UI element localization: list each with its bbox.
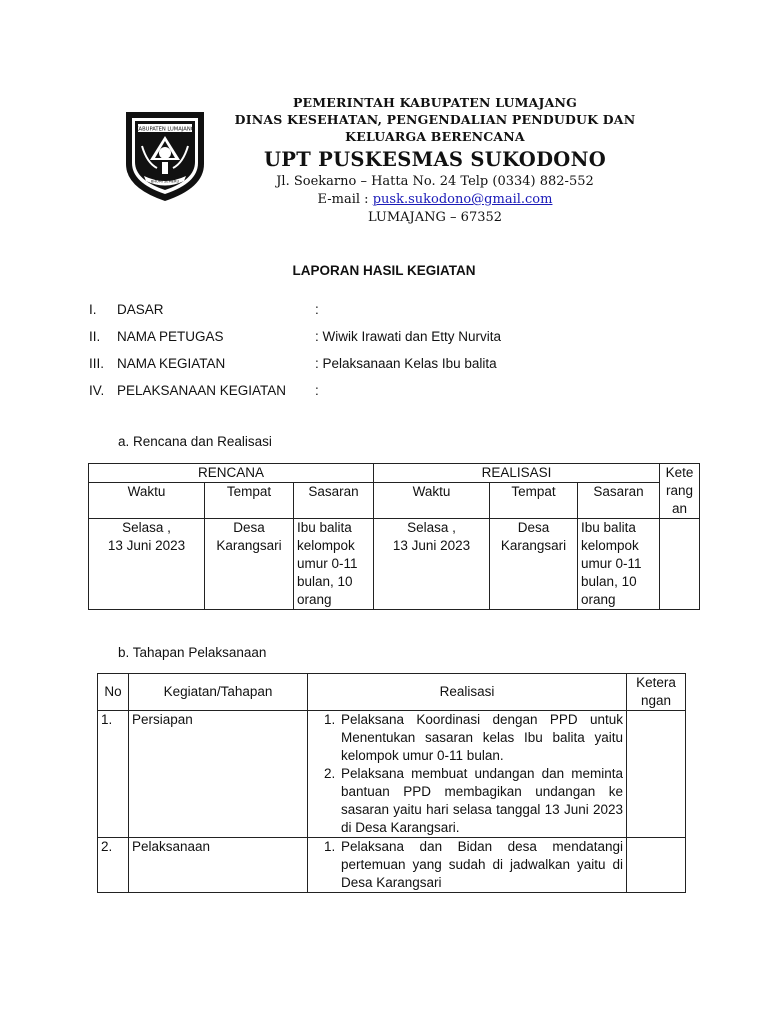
list-item: 1. Pelaksana dan Bidan desa mendatangi pertemuan yang sudah di jadwalkan yaitu di Desa Karangsari xyxy=(339,838,623,892)
header-realisasi: Realisasi xyxy=(308,674,627,711)
item-value: : Wiwik Irawati dan Etty Nurvita xyxy=(315,329,502,344)
rencana-sasaran: Ibu balita kelompok umur 0-11 bulan, 10 orang xyxy=(294,519,374,610)
item-label: DASAR xyxy=(117,302,164,317)
row-kegiatan: Pelaksanaan xyxy=(129,838,308,893)
letterhead-address: Jl. Soekarno – Hatta No. 24 Telp (0334) 882-552 xyxy=(276,174,594,189)
letterhead-city: LUMAJANG – 67352 xyxy=(367,210,503,225)
item-label: NAMA KEGIATAN xyxy=(117,356,226,371)
header-rencana: RENCANA xyxy=(89,464,374,483)
row-realisasi xyxy=(308,711,627,838)
header-keterangan xyxy=(660,464,700,519)
letterhead-line-1: PEMERINTAH KABUPATEN LUMAJANG xyxy=(292,95,578,110)
letterhead-title: UPT PUSKESMAS SUKODONO xyxy=(263,148,606,171)
header-sasaran: Sasaran xyxy=(578,483,660,519)
header-realisasi: REALISASI xyxy=(374,464,660,483)
item-value: : xyxy=(315,383,319,398)
header-tempat: Tempat xyxy=(205,483,294,519)
item-number: I. xyxy=(89,302,97,317)
row-number: 2. xyxy=(98,838,129,893)
table-row xyxy=(98,838,686,893)
keterangan-label: Kete rang an xyxy=(665,465,694,516)
email-label: E-mail : xyxy=(317,192,373,207)
keterangan-cell xyxy=(660,519,700,610)
realisasi-waktu: Selasa , 13 Juni 2023 xyxy=(374,519,490,610)
section-a-heading: a. Rencana dan Realisasi xyxy=(118,434,272,449)
item-value: : Pelaksanaan Kelas Ibu balita xyxy=(315,356,497,371)
list-item: 1. Pelaksana Koordinasi dengan PPD untuk Menentukan sasaran kelas Ibu balita yaitu kelompok umur 0-11 bulan. xyxy=(339,711,623,765)
section-b-heading: b. Tahapan Pelaksanaan xyxy=(118,645,267,660)
report-title: LAPORAN HASIL KEGIATAN xyxy=(292,263,476,278)
realisasi-sasaran: Ibu balita kelompok umur 0-11 bulan, 10 orang xyxy=(578,519,660,610)
row-kegiatan: Persiapan xyxy=(129,711,308,838)
header-kegiatan: Kegiatan/Tahapan xyxy=(129,674,308,711)
row-keterangan xyxy=(627,838,686,893)
item-number: IV. xyxy=(89,383,105,398)
row-realisasi xyxy=(308,838,627,893)
header-waktu: Waktu xyxy=(89,483,205,519)
kabupaten-lumajang-logo xyxy=(122,108,208,204)
list-item: 2. Pelaksana membuat undangan dan meminta bantuan PPD membagikan undangan ke sasaran yaitu hari selasa tanggal 13 Juni 2023 di Desa Karangsari. xyxy=(339,765,623,837)
svg-text:KABUPATEN LUMAJANG: KABUPATEN LUMAJANG xyxy=(135,126,195,133)
header-waktu: Waktu xyxy=(374,483,490,519)
tahapan-pelaksanaan-table xyxy=(97,673,686,893)
item-label: NAMA PETUGAS xyxy=(117,329,224,344)
realisasi-tempat: Desa Karangsari xyxy=(490,519,578,610)
item-label: PELAKSANAAN KEGIATAN xyxy=(117,383,287,398)
realisasi-list xyxy=(311,711,623,837)
letterhead-line-2: DINAS KESEHATAN, PENGENDALIAN PENDUDUK DAN xyxy=(234,112,636,127)
item-number: III. xyxy=(89,356,105,371)
table-row xyxy=(98,711,686,838)
rencana-realisasi-table xyxy=(88,463,700,610)
row-keterangan xyxy=(627,711,686,838)
table-row xyxy=(89,519,700,610)
header-sasaran: Sasaran xyxy=(294,483,374,519)
rencana-waktu: Selasa , 13 Juni 2023 xyxy=(89,519,205,610)
letterhead-email-line xyxy=(205,191,665,209)
item-number: II. xyxy=(89,329,101,344)
realisasi-list xyxy=(311,838,623,892)
header-no: No xyxy=(98,674,129,711)
item-value: : xyxy=(315,302,319,317)
letterhead xyxy=(205,94,665,227)
header-keterangan: Ketera ngan xyxy=(627,674,686,711)
letterhead-line-3: KELUARGA BERENCANA xyxy=(345,129,525,144)
row-number: 1. xyxy=(98,711,129,838)
rencana-tempat: Desa Karangsari xyxy=(205,519,294,610)
svg-text:BHUMI SEMERU: BHUMI SEMERU xyxy=(150,179,180,184)
email-link[interactable]: pusk.sukodono@gmail.com xyxy=(372,192,553,207)
header-tempat: Tempat xyxy=(490,483,578,519)
